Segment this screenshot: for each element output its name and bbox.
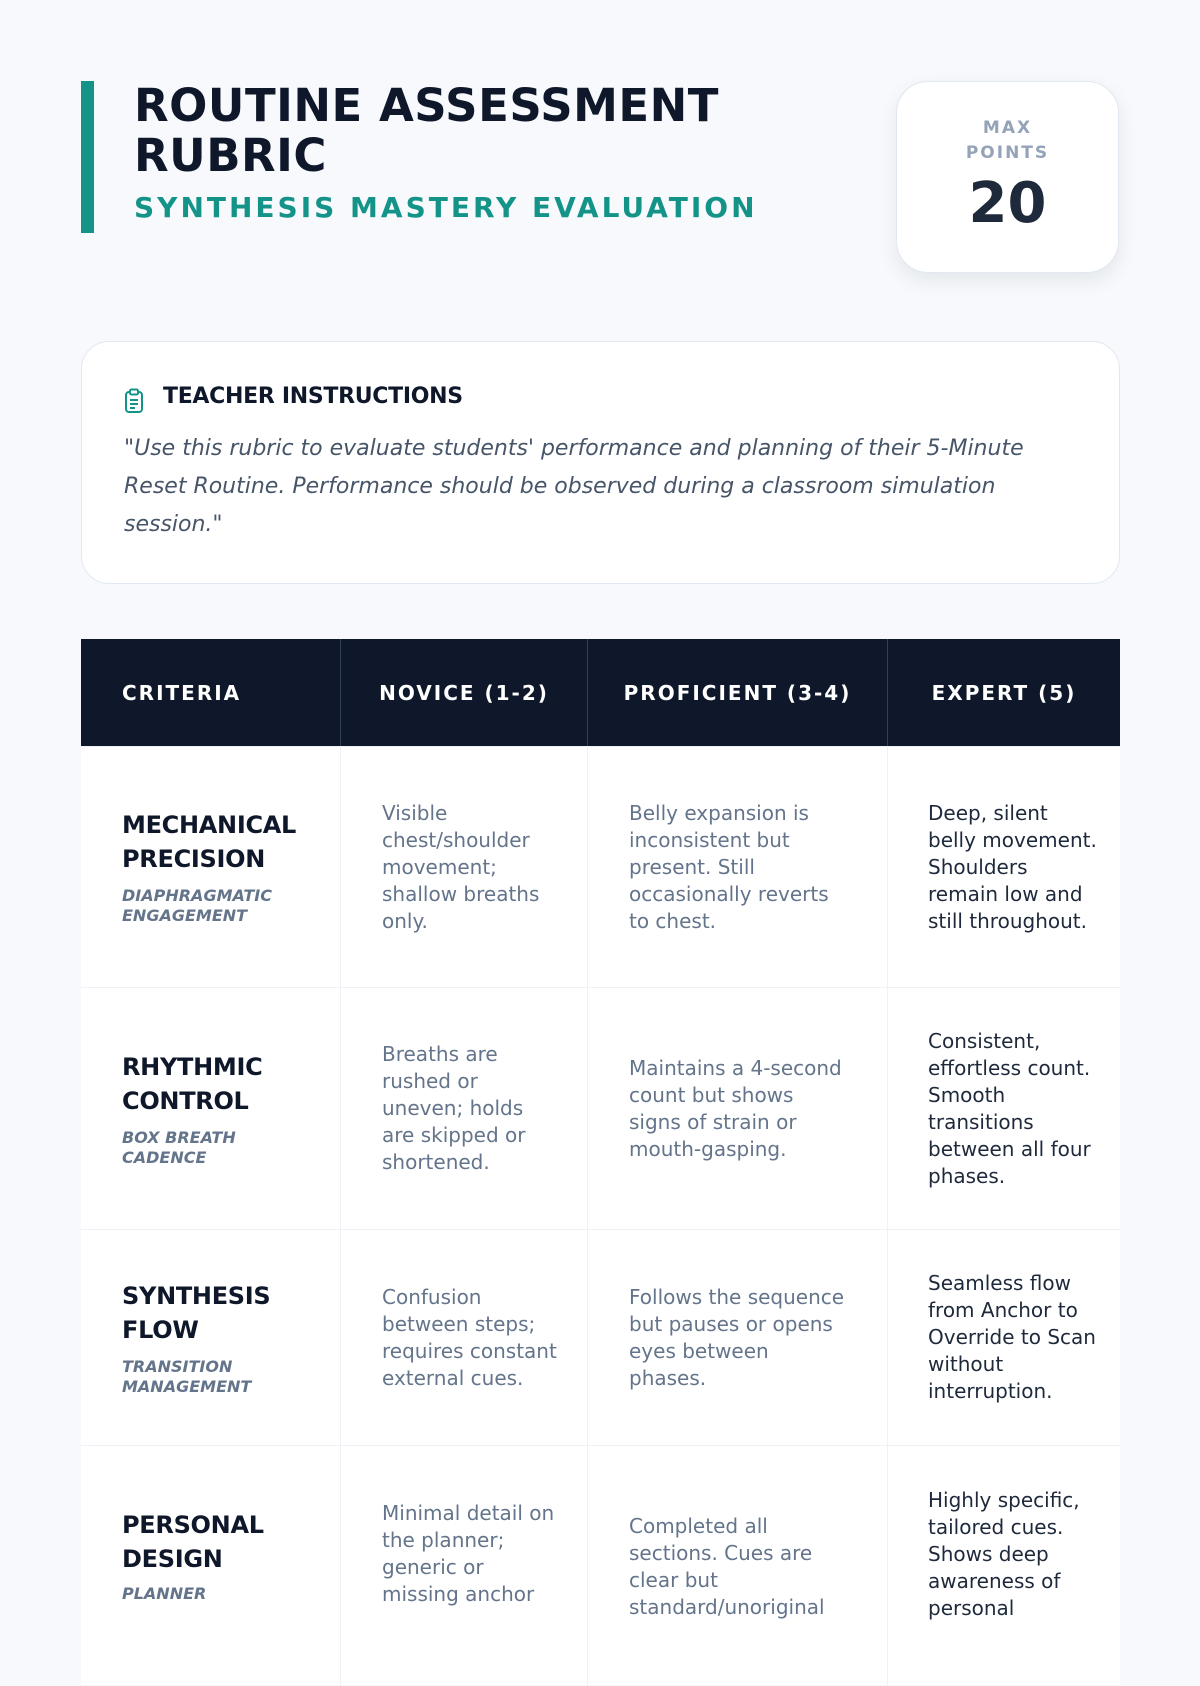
criteria-subtitle: BOX BREATH CADENCE [122,1127,236,1167]
novice-cell [341,1230,588,1445]
criteria-subtitle: DIAPHRAGMATIC ENGAGEMENT [122,886,272,925]
novice-description: Confusion between steps; requires constant external cues. [382,1284,557,1390]
accent-bar [81,81,94,233]
expert-description: Consistent, effortless count. Smooth transitions between all four phases. [928,1028,1091,1188]
max-points-label: MAX POINTS [965,118,1050,163]
criteria-cell [81,1446,341,1686]
proficient-description: Belly expansion is inconsistent but present. Still occasionally reverts to chest. [629,800,829,933]
expert-cell [888,747,1120,987]
proficient-cell [588,1230,888,1445]
column-header-criteria: CRITERIA [81,639,341,746]
expert-description: Deep, silent belly movement. Shoulders remain low and still throughout. [928,800,1097,933]
novice-description: Visible chest/shoulder movement; shallow breaths only. [382,800,540,933]
proficient-description: Maintains a 4-second count but shows signs of strain or mouth-gasping. [629,1055,842,1161]
page-header [81,81,1120,273]
criteria-cell [81,1230,341,1445]
novice-cell [341,1446,588,1686]
column-header-proficient: PROFICIENT (3-4) [588,639,888,746]
table-row [81,1229,1120,1445]
novice-cell [341,988,588,1229]
page-subtitle: SYNTHESIS MASTERY EVALUATION [134,191,758,224]
criteria-name: SYNTHESIS FLOW [122,1281,271,1344]
criteria-cell [81,988,341,1229]
rubric-table [81,639,1120,1685]
criteria-subtitle: TRANSITION MANAGEMENT [122,1356,252,1396]
table-row [81,1445,1120,1685]
criteria-cell [81,747,341,987]
expert-cell [888,988,1120,1229]
column-header-novice: NOVICE (1-2) [341,639,588,746]
expert-description: Seamless flow from Anchor to Override to Scan without interruption. [928,1271,1096,1403]
rubric-header-row [81,639,1120,746]
criteria-name: MECHANICAL PRECISION [122,811,297,873]
instructions-text: "Use this rubric to evaluate students' performance and planning of their 5-Minute Reset Routine. Performance should be observed during a classroom simulation session." [124,436,1024,537]
expert-cell [888,1446,1120,1686]
table-row [81,746,1120,987]
criteria-subtitle: PLANNER [122,1584,207,1603]
novice-description: Minimal detail on the planner; generic or missing anchor [382,1501,555,1606]
instructions-heading: TEACHER INSTRUCTIONS [163,384,463,409]
page-title: ROUTINE ASSESSMENT RUBRIC [134,79,719,182]
proficient-cell [588,747,888,987]
clipboard-icon [124,388,144,414]
proficient-description: Follows the sequence but pauses or opens eyes between phases. [629,1284,845,1390]
column-header-expert: EXPERT (5) [931,680,1077,705]
novice-cell [341,747,588,987]
novice-description: Breaths are rushed or uneven; holds are skipped or shortened. [382,1042,526,1174]
proficient-cell [588,988,888,1229]
proficient-cell [588,1446,888,1686]
criteria-name: PERSONAL DESIGN [122,1511,264,1573]
table-row [81,987,1120,1229]
teacher-instructions-card [81,341,1120,584]
max-points-card [896,81,1119,273]
expert-description: Highly specific, tailored cues. Shows deep awareness of personal [928,1488,1080,1620]
max-points-value: 20 [968,171,1047,236]
criteria-name: RHYTHMIC CONTROL [122,1052,263,1115]
expert-cell [888,1230,1120,1445]
proficient-description: Completed all sections. Cues are clear but standard/unoriginal [629,1514,825,1619]
